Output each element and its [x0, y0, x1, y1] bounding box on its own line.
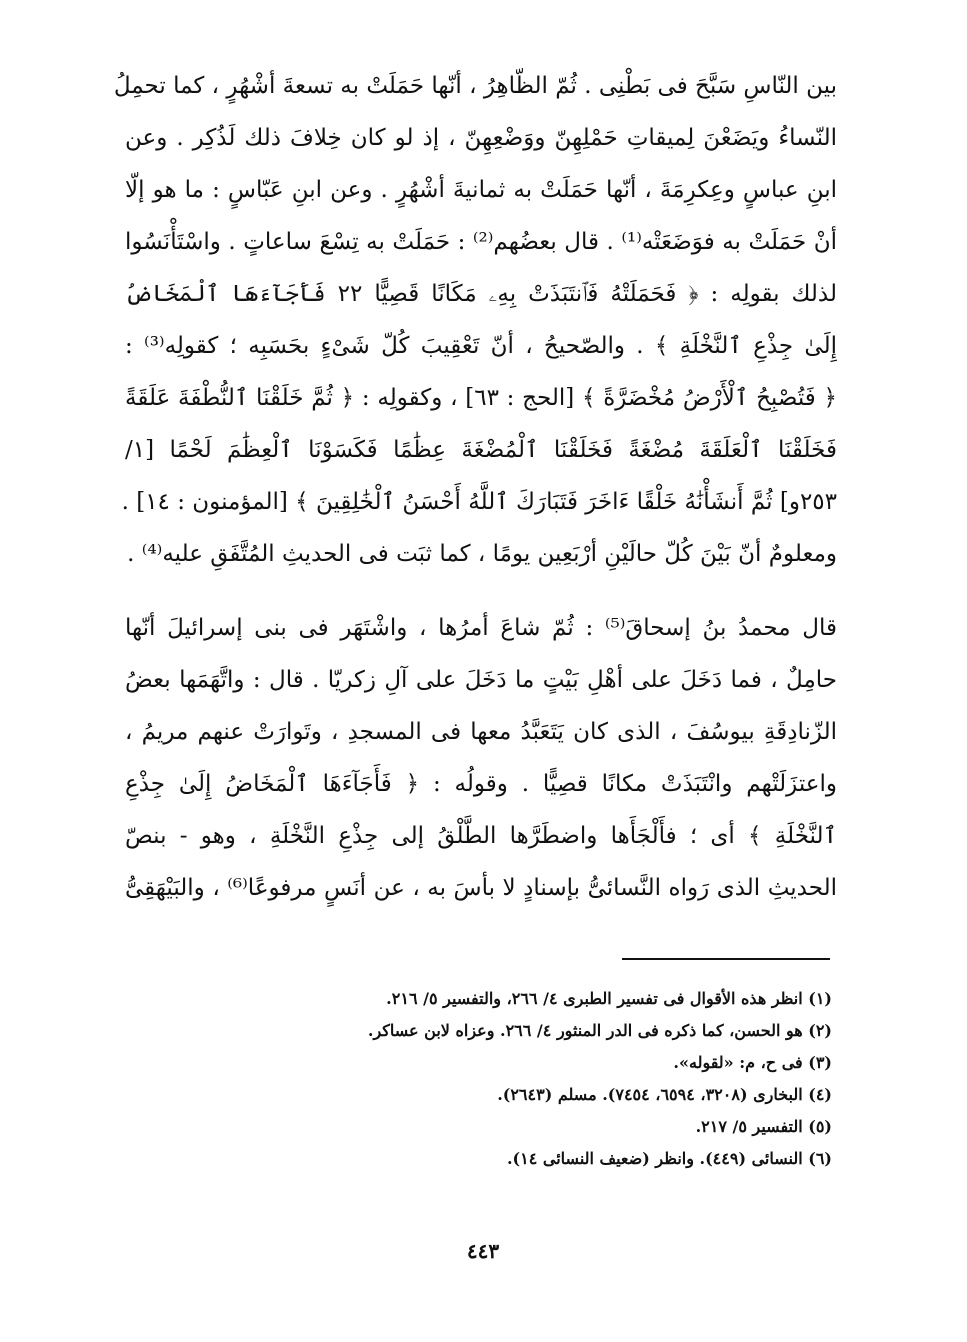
body-line: ابنِ عباسٍ وعِكرِمَةَ ، أنّها حَمَلَتْ به ثمانيةَ أشْهُرٍ . وعن ابنِ عَبّاسٍ : ما هو إلّا	[125, 177, 837, 203]
body-line: أنْ حَمَلَتْ به فوَضَعَتْه⁽¹⁾ . قال بعضُهم⁽²⁾ : حَمَلَتْ به تِسْعَ ساعاتٍ . واسْتَأْنَسُوا	[125, 229, 837, 255]
body-line: ٱلنَّخْلَةِ ﴾ أى ؛ فأَلْجَأَها واضطَرَّها الطَّلْقُ إلى جِذْعِ النَّخْلَةِ ، وهو - بنصّ	[125, 823, 837, 849]
footnote-3: (٣) فى ح، م: «لقوله».	[673, 1053, 832, 1072]
body-line: بين النّاسِ سَبَّحَ فى بَطْنِى . ثُمّ الظّاهِرُ ، أنّها حَمَلَتْ به تسعةَ أشْهُرٍ ، كما تحمِلُ	[113, 73, 837, 99]
body-line: واعتزَلَتْهم وانْتَبَذَتْ مكانًا قصِيًّا . وقولُه : ﴿ فَأَجَآءَهَا ٱلْمَخَاضُ إِلَىٰ جِذْعِ	[125, 771, 837, 797]
main-text-block	[113, 60, 838, 914]
body-line: النّساءُ ويَضَعْنَ لِميقاتِ حَمْلِهِنّ ووَضْعِهِنّ ، إذ لو كان خِلافَ ذلك لَذُكِر . وعن	[125, 125, 837, 151]
body-line: الزّنادِقَةِ بيوسُفَ ، الذى كان يَتَعَبَّدُ معها فى المسجدِ ، وتَوارَتْ عنهم مريمُ ،	[125, 719, 837, 745]
body-line: إِلَىٰ جِذْعِ ٱلنَّخْلَةِ ﴾ . والصّحيحُ ، أنّ تَعْقِيبَ كُلّ شَىْءٍ بحَسَبِه ؛ كقولِه⁽³⁾ :	[125, 333, 837, 359]
body-line: قال محمدُ بنُ إسحاقَ⁽⁵⁾ : ثُمّ شاعَ أمرُها ، واشْتَهَر فى بنى إسرائيلَ أنّها	[125, 615, 837, 641]
footnote-6: (٦) النسائى (٤٤٩). وانظر (ضعيف النسائى ١٤).	[506, 1149, 832, 1168]
footnote-2: (٢) هو الحسن، كما ذكره فى الدر المنثور ٤/ ٢٦٦. وعزاه لابن عساكر.	[367, 1021, 832, 1040]
body-line: حامِلٌ ، فما دَخَلَ على أهْلِ بَيْتٍ ما دَخَلَ على آلِ زكريّا . قال : واتَّهَمَها بعضُ	[125, 667, 837, 693]
body-line: الحديثِ الذى رَواه النَّسائىُّ بإسنادٍ لا بأسَ به ، عن أنَسٍ مرفوعًا⁽⁶⁾ ، والبَيْهَقِىُّ	[125, 875, 838, 901]
body-line: لذلك بقولِه : ﴿ فَحَمَلَتْهُ فَٱنتَبَذَتْ بِهِۦ مَكَانًا قَصِيًّا ٢٢ فَأَجَآءَهَا ٱلْمَخَاضُ	[125, 281, 838, 307]
footnotes-block	[200, 983, 832, 1175]
body-line: ﴿ فَتُصْبِحُ ٱلْأَرْضُ مُخْضَرَّةً ﴾ [الحج : ٦٣] ، وكقولِه : ﴿ ثُمَّ خَلَقْنَا ٱلنُّطْفَةَ عَلَقَةً	[125, 385, 837, 411]
body-line: فَخَلَقْنَا ٱلْعَلَقَةَ مُضْغَةً فَخَلَقْنَا ٱلْمُضْغَةَ عِظَٰمًا فَكَسَوْنَا ٱلْعِظَٰمَ لَحْمًا [١/	[125, 437, 837, 463]
footnote-5: (٥) التفسير ٥/ ٢١٧.	[695, 1117, 832, 1136]
footnote-separator	[622, 958, 830, 960]
body-line: ومعلومٌ أنّ بَيْنَ كُلّ حالَيْنِ أرْبَعِين يومًا ، كما ثبَت فى الحديثِ المُتَّفَقِ عليه⁽⁴⁾ .	[127, 541, 837, 567]
page-number: ٤٤٣	[466, 1239, 500, 1263]
body-line: ٢٥٣و] ثُمَّ أَنشَأْنَٰهُ خَلْقًا ءَاخَرَ فَتَبَارَكَ ٱللَّهُ أَحْسَنُ ٱلْخَٰلِقِينَ ﴾ [المؤمنون : ١٤] .	[121, 489, 837, 515]
paragraph-gap	[125, 580, 837, 602]
footnote-4: (٤) البخارى (٣٢٠٨، ٦٥٩٤، ٧٤٥٤). مسلم (٢٦٤٣).	[497, 1085, 832, 1104]
footnote-1: (١) انظر هذه الأقوال فى تفسير الطبرى ٤/ ٢٦٦، والتفسير ٥/ ٢١٦.	[386, 989, 832, 1008]
